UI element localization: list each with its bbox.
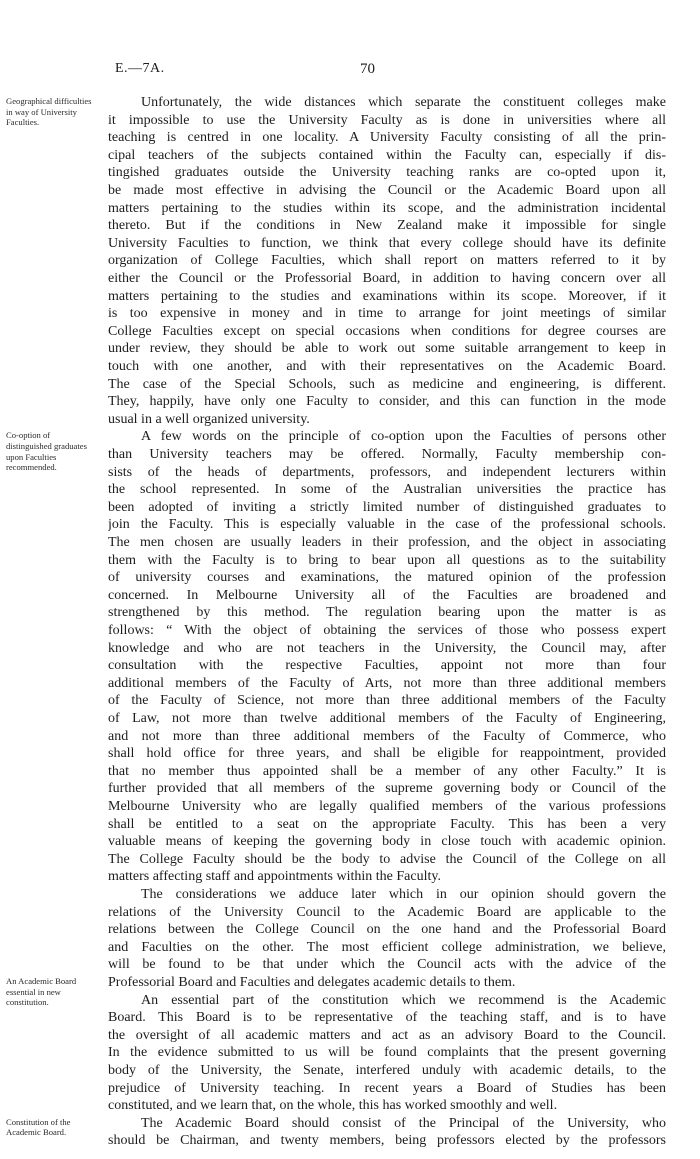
body-line: knowledge and who are not teachers in the University, the Council may, after (108, 640, 666, 656)
body-line: Unfortunately, the wide distances which separate the constituent colleges make (141, 95, 666, 110)
body-line: that no member thus appointed shall be a member of any other Faculty.” It is (108, 763, 666, 779)
body-line: University Faculties to function, we think that every college should have its definite (108, 235, 666, 251)
body-line: tingished graduates outside the University teaching ranks are co-opted upon it, (108, 165, 666, 181)
body-line: The Academic Board should consist of the Principal of the University, who (141, 1115, 666, 1131)
body-line: will be found to be that under which the Council acts with the advice of the (108, 957, 666, 973)
body-line: sists of the heads of departments, professors, and independent lecturers within (108, 464, 666, 480)
body-line: usual in a well organized university. (108, 411, 310, 427)
body-line: organization of College Faculties, which shall report on matters referred to it by (108, 253, 666, 269)
side-note-academic-board-constitution: Constitution of the Academic Board. (6, 1116, 71, 1138)
body-line: Professorial Board and Faculties and delegates academic details to them. (108, 975, 516, 990)
body-line: be made most effective in advising the Council or the Academic Board upon all (108, 183, 666, 198)
body-line: thereto. But if the conditions in New Zealand make it impossible for single (108, 218, 666, 234)
body-line: and not more than three additional members of the Faculty of Commerce, who (108, 728, 666, 744)
body-line: under review, they should be able to work out some suitable arrangement to keep in (108, 341, 666, 357)
body-line: The College Faculty should be the body to advise the Council of the College on all (108, 851, 666, 867)
body-line: been adopted of inviting a strictly limited number of distinguished graduates to (108, 499, 666, 515)
body-line: follows: “ With the object of obtaining the services of those who possess expert (108, 623, 666, 638)
body-line: An essential part of the constitution which we recommend is the Academic (141, 992, 666, 1008)
body-line: the school represented. In some of the Australian universities the practice has (108, 482, 666, 498)
page-number: 70 (360, 61, 375, 77)
body-line: A few words on the principle of co-option upon the Faculties of persons other (141, 429, 666, 445)
body-line: Board. This Board is to be representative of the teaching staff, and is to have (108, 1010, 666, 1026)
body-line: prejudice of University teaching. In recent years a Board of Studies has been (108, 1080, 666, 1096)
body-line: matters pertaining to the studies and examinations within its scope. Moreover, if it (108, 288, 666, 304)
body-line: it impossible to use the University Faculty as is done in universities where all (108, 112, 666, 128)
body-line: than University teachers may be offered. Normally, Faculty membership con- (108, 447, 666, 462)
body-line: They, happily, have only one Faculty to consider, and this can function in the mode (108, 394, 666, 410)
body-line: join the Faculty. This is especially valuable in the case of the professional schools. (108, 517, 666, 533)
body-line: In the evidence submitted to us will be found complaints that the present governing (108, 1045, 666, 1061)
side-note-academic-board-essential: An Academic Board essential in new constitution. (6, 976, 77, 1008)
body-line: should be Chairman, and twenty members, being professors elected by the professors (108, 1133, 666, 1149)
body-line: matters affecting staff and appointments within the Faculty. (108, 869, 441, 885)
body-line: body of the University, the Senate, interfered unduly with academic details, to the (108, 1063, 666, 1078)
body-line: strengthened by this method. The regulation bearing upon the matter is as (108, 605, 666, 621)
side-note-co-option: Co-option of distinguished graduates upon Faculties recommended. (6, 430, 87, 473)
body-line: relations of the University Council to the Academic Board are applicable to the (108, 904, 666, 920)
body-line: valuable means of keeping the governing body in close touch with academic opinion. (108, 834, 666, 850)
body-line: concerned. In Melbourne University all of the Faculties are broadened and (108, 587, 666, 603)
body-line: The considerations we adduce later which in our opinion should govern the (141, 887, 666, 902)
body-line: is too expensive in money and in time to arrange for joint meetings of similar (108, 306, 666, 322)
body-line: The case of the Special Schools, such as medicine and engineering, is different. (108, 376, 666, 392)
body-line: matters pertaining to the studies within its scope, and the administration incidental (108, 200, 666, 216)
body-line: constituted, and we learn that, on the whole, this has worked smoothly and well. (108, 1098, 558, 1114)
body-line: relations between the College Council on the one hand and the Professorial Board (108, 922, 666, 938)
body-line: them with the Faculty is to bring to bear upon all questions as to the suitability (108, 552, 666, 568)
body-line: touch with one another, and with their representatives on the Academic Board. (108, 359, 666, 374)
body-line: additional members of the Faculty of Arts, not more than three additional members (108, 675, 666, 691)
body-line: and Faculties on the other. The most efficient college administration, we believe, (108, 939, 666, 955)
body-line: The men chosen are usually leaders in their profession, and the object in associating (108, 535, 666, 550)
body-line: Melbourne University who are legally qualified members of the various professions (108, 799, 666, 814)
body-line: cipal teachers of the subjects contained within the Faculty can, especially if dis- (108, 147, 666, 163)
body-line: shall be entitled to a seat on the appropriate Faculty. This has been a very (108, 816, 666, 832)
body-line: further provided that all members of the supreme governing body or Council of the (108, 781, 666, 797)
body-line: of the Faculty of Science, not more than three additional members of the Faculty (108, 693, 666, 709)
document-reference: E.—7A. (115, 61, 165, 76)
body-line: of university courses and examinations, the matured opinion of the profession (108, 570, 666, 586)
body-line: either the Council or the Professorial Board, in addition to having concern over all (108, 271, 666, 286)
body-line: of Law, not more than twelve additional members of the Faculty of Engineering, (108, 711, 666, 726)
body-line: College Faculties except on special occasions when conditions for degree courses are (108, 323, 666, 339)
body-line: shall hold office for three years, and shall be eligible for reappointment, provided (108, 746, 666, 762)
body-line: teaching is centred in one locality. A University Faculty consisting of all the prin- (108, 130, 666, 146)
body-line: the oversight of all academic matters and act as an advisory Board to the Council. (108, 1027, 666, 1043)
side-note-geographical-difficulties: Geographical difficulties in way of University Faculties. (6, 96, 92, 128)
body-line: consultation with the respective Faculties, appoint not more than four (108, 658, 666, 674)
